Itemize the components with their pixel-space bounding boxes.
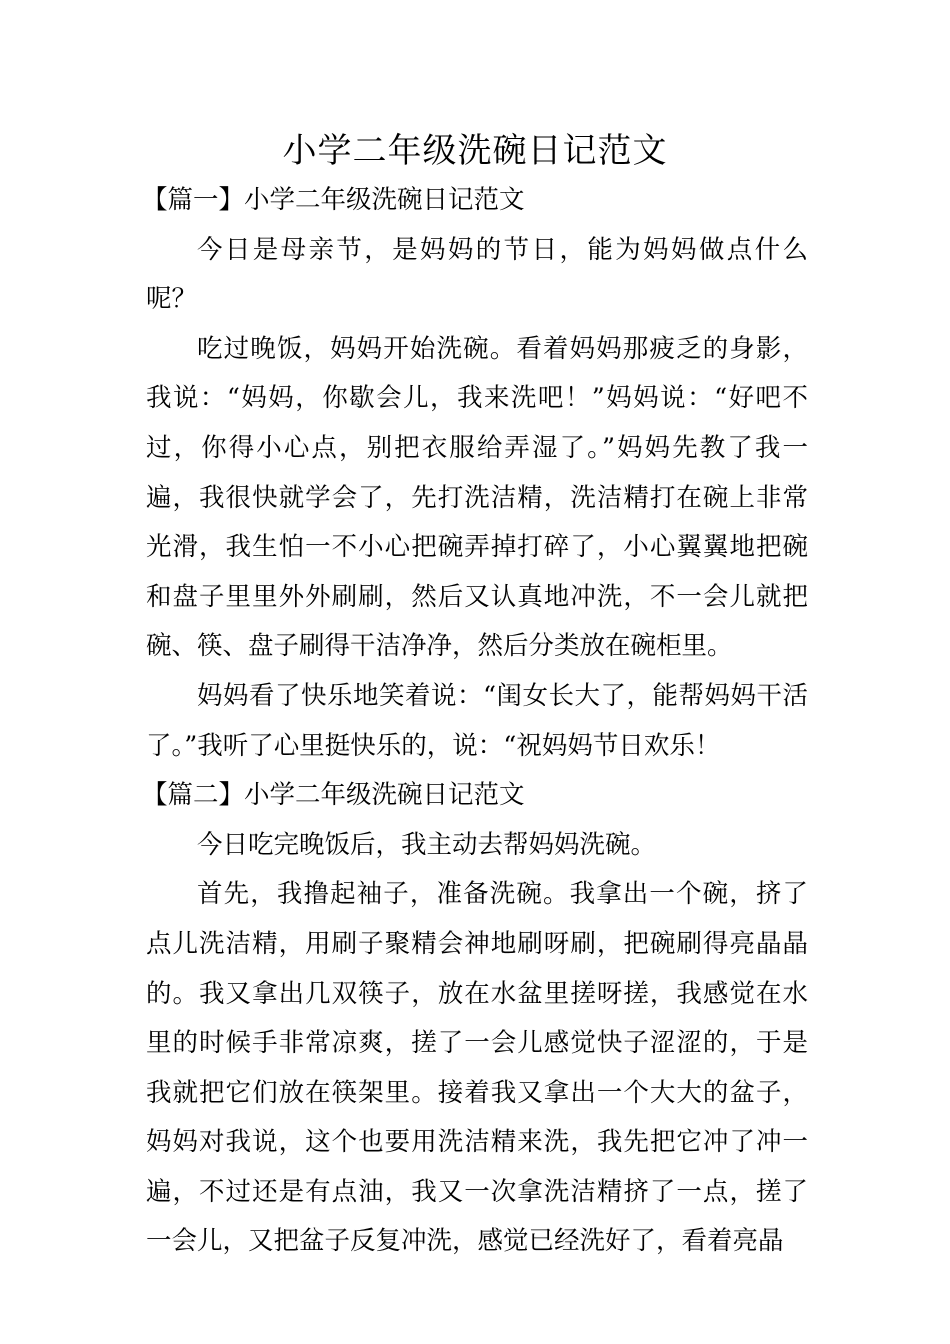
document-title: 小学二年级洗碗日记范文 xyxy=(282,131,668,171)
section-heading-1: 【篇一】小学二年级洗碗日记范文 xyxy=(142,185,525,215)
paragraph: 妈妈看了快乐地笑着说：“闺女长大了，能帮妈妈干活了。”我听了心里挺快乐的，说：“祝妈妈节日欢乐！ xyxy=(146,680,808,761)
document-body xyxy=(142,176,808,1267)
paragraph: 首先，我撸起袖子，准备洗碗。我拿出一个碗，挤了点儿洗洁精，用刷子聚精会神地刷呀刷，把碗刷得亮晶晶的。我又拿出几双筷子，放在水盆里搓呀搓，我感觉在水里的时候手非常凉爽，搓了一会儿感觉快子涩涩的，于是我就把它们放在筷架里。接着我又拿出一个大大的盆子，妈妈对我说，这个也要用洗洁精来洗，我先把它冲了冲一遍，不过还是有点油，我又一次拿洗洁精挤了一点，搓了一会儿，又把盆子反复冲洗，感觉已经洗好了，看着亮晶 xyxy=(146,879,808,1257)
paragraph: 今日吃完晚饭后，我主动去帮妈妈洗碗。 xyxy=(197,829,657,860)
paragraph: 吃过晚饭，妈妈开始洗碗。看着妈妈那疲乏的身影，我说：“妈妈，你歇会儿，我来洗吧！”妈妈说：“好吧不过，你得小心点，别把衣服给弄湿了。”妈妈先教了我一遍，我很快就学会了，先打洗洁精，洗洁精打在碗上非常光滑，我生怕一不小心把碗弄掉打碎了，小心翼翼地把碗和盘子里里外外刷刷，然后又认真地冲洗，不一会儿就把碗、筷、盘子刷得干洁净净，然后分类放在碗柜里。 xyxy=(146,333,808,662)
section-heading-2: 【篇二】小学二年级洗碗日记范文 xyxy=(142,780,525,811)
paragraph: 今日是母亲节，是妈妈的节日，能为妈妈做点什么呢？ xyxy=(146,234,808,315)
